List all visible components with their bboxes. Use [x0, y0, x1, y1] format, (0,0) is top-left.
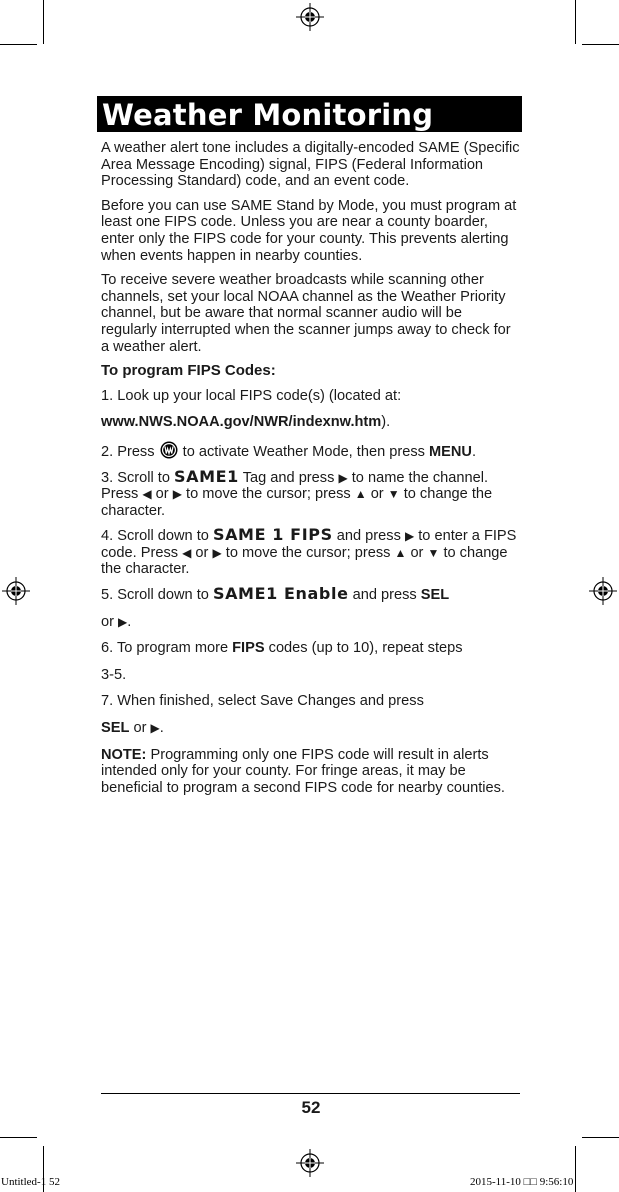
- step-5-text: 5. Scroll down to: [101, 587, 209, 604]
- section-heading: To program FIPS Codes:: [101, 362, 276, 380]
- note-paragraph: [101, 747, 521, 797]
- crop-mark: [575, 1146, 576, 1192]
- step-6-text: codes (up to 10), repeat steps: [268, 640, 463, 657]
- step-4: [101, 527, 521, 578]
- right-arrow-icon: ▶: [150, 721, 160, 736]
- weather-button-icon: [159, 441, 179, 459]
- step-4-text: or: [410, 544, 424, 561]
- step-3-text: 3. Scroll to: [101, 469, 170, 486]
- print-slug-left: Untitled-1 52: [1, 1176, 60, 1188]
- right-arrow-icon: ▶: [172, 487, 182, 502]
- menu-key-label: MENU: [429, 443, 472, 460]
- crop-mark: [575, 0, 576, 44]
- left-arrow-icon: ◀: [182, 545, 192, 560]
- crop-mark: [0, 1137, 37, 1138]
- step-3-text: or: [370, 486, 384, 503]
- step-3-text: to move the cursor; press: [186, 486, 351, 503]
- step-4-text: or: [195, 544, 209, 561]
- step-4-text: to move the cursor; press: [225, 544, 391, 561]
- fips-url-link[interactable]: www.NWS.NOAA.gov/NWR/indexnw.htm: [101, 414, 382, 431]
- step-4-text: 4. Scroll down to: [101, 528, 209, 545]
- step-2-text: .: [471, 443, 477, 460]
- right-arrow-icon: ▶: [404, 529, 415, 544]
- up-arrow-icon: ▲: [394, 545, 407, 560]
- sel-key-label: SEL: [101, 720, 130, 737]
- step-2-text: to activate Weather Mode, then press: [182, 443, 425, 460]
- step-2: [101, 441, 521, 461]
- down-arrow-icon: ▼: [427, 545, 440, 560]
- print-slug-right: 2015-11-10 □□ 9:56:10: [470, 1176, 574, 1188]
- step-5-text: .: [127, 613, 132, 630]
- crop-mark: [0, 44, 37, 45]
- document-body: [101, 140, 521, 804]
- footer-divider: [101, 1093, 520, 1094]
- registration-mark-icon: [295, 1148, 325, 1178]
- step-3-text: or: [155, 486, 169, 503]
- note-text: Programming only one FIPS code will result in alerts intended only for your county. For fringe areas, it may be beneficial to program a second FIPS code for nearby counties.: [101, 746, 505, 796]
- section-title-bar: [97, 96, 522, 132]
- sel-key-label: SEL: [420, 587, 450, 604]
- page-title: Weather Monitoring: [102, 98, 434, 132]
- left-arrow-icon: ◀: [142, 487, 152, 502]
- step-1: 1. Look up your local FIPS code(s) (located at:: [101, 387, 402, 404]
- step-6-text: 6. To program more: [101, 640, 229, 657]
- up-arrow-icon: ▲: [354, 487, 367, 502]
- crop-mark: [582, 1137, 619, 1138]
- crop-mark: [582, 44, 619, 45]
- note-label: NOTE:: [101, 746, 147, 763]
- step-3-text: to name the channel. Press: [101, 469, 489, 503]
- paragraph-same-intro: A weather alert tone includes a digitally-encoded SAME (Specific Area Message Encoding) signal, FIPS (Federal Information Processing Standard) code, and an event code.: [101, 140, 520, 190]
- page-number: 52: [301, 1098, 321, 1117]
- step-4-text: and press: [336, 528, 401, 545]
- step-5-text: or: [101, 613, 114, 630]
- url-close: ).: [381, 414, 391, 431]
- step-3: [101, 466, 521, 520]
- display-tag-label: SAME1: [174, 466, 239, 486]
- step-5-text: and press: [352, 587, 417, 604]
- step-7-text: .: [159, 720, 164, 737]
- step-3-text: Tag and press: [242, 469, 335, 486]
- step-1-url-line: [101, 414, 521, 431]
- step-6-continued: 3-5.: [101, 666, 127, 683]
- step-4-text: to enter a FIPS code. Press: [101, 528, 517, 561]
- right-arrow-icon: ▶: [212, 545, 222, 560]
- right-arrow-icon: ▶: [118, 614, 128, 629]
- fips-key-label: FIPS: [232, 640, 265, 657]
- crop-mark: [43, 0, 44, 44]
- registration-mark-icon: [1, 576, 31, 606]
- display-enable-label: SAME1 Enable: [212, 584, 349, 604]
- step-7-continued: [101, 720, 521, 737]
- right-arrow-icon: ▶: [338, 470, 348, 485]
- step-6: [101, 640, 521, 657]
- down-arrow-icon: ▼: [387, 487, 400, 502]
- step-7: 7. When finished, select Save Changes and press: [101, 693, 424, 710]
- registration-mark-icon: [588, 576, 618, 606]
- step-5: [101, 586, 521, 604]
- step-7-text: or: [133, 720, 147, 737]
- registration-mark-icon: [295, 2, 325, 32]
- display-fips-label: SAME 1 FIPS: [212, 525, 333, 545]
- step-3-text: to change the character.: [101, 486, 493, 519]
- paragraph-weather-priority: To receive severe weather broadcasts while scanning other channels, set your local NOAA channel as the Weather Priority channel, but be aware that normal scanner audio will be regularly interrupted when the scanner jumps away to check for a weather alert.: [101, 272, 511, 355]
- paragraph-fips-requirement: Before you can use SAME Stand by Mode, you must program at least one FIPS code. Unless you are near a county boarder, enter only the FIPS code for your county. This prevents alerting when events happen in nearby counties.: [101, 197, 517, 264]
- step-5-continued: [101, 614, 521, 631]
- step-4-text: to change the character.: [101, 544, 508, 578]
- step-2-text: 2. Press: [101, 443, 155, 460]
